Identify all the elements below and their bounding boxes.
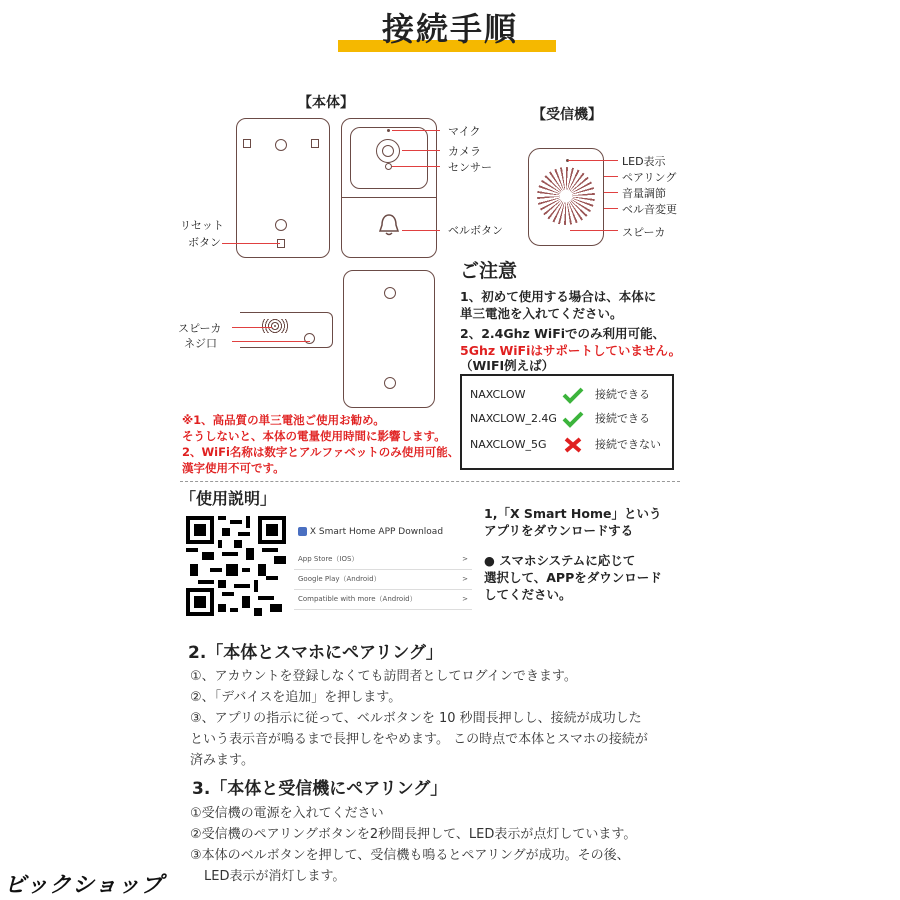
- bottom-speaker-label: スピーカ: [178, 322, 222, 335]
- reset-label-2: ボタン: [188, 236, 221, 249]
- bell-icon: [378, 213, 400, 237]
- step3-line: ②受信機のペアリングボタンを2秒間長押して、LED表示が点灯しています。: [190, 827, 637, 842]
- receiver-ring-change-label: ベル音変更: [622, 203, 677, 216]
- home-app-icon: [298, 527, 307, 536]
- step2-line: ②、「デバイスを追加」を押します。: [190, 690, 402, 705]
- step2-title: 2.「本体とスマホにペアリング」: [188, 643, 443, 663]
- wifi-ssid: NAXCLOW: [470, 388, 526, 401]
- chevron-right-icon: >: [462, 555, 468, 563]
- mic-label: マイク: [448, 125, 481, 138]
- usage-step1-line2: アプリをダウンロードする: [484, 523, 634, 538]
- caution-item1-line1: 1、初めて使用する場合は、本体に: [460, 289, 657, 304]
- chevron-right-icon: >: [462, 595, 468, 603]
- usage-bullet-line3: してください。: [484, 587, 572, 602]
- warning-line4: 漢字使用不可です。: [182, 461, 285, 475]
- screw-label: ネジ口: [184, 337, 217, 350]
- receiver-led-label: LED表示: [622, 155, 666, 168]
- page-title: 接続手順: [381, 10, 518, 48]
- bell-button-label: ベルボタン: [448, 224, 503, 237]
- wifi-row: [470, 410, 650, 428]
- section-divider: [180, 481, 680, 482]
- step2-line: 済みます。: [190, 753, 254, 768]
- caution-item1-line2: 単三電池を入れてください。: [460, 306, 623, 321]
- app-store-link[interactable]: [294, 549, 472, 570]
- step3-line: LED表示が消灯します。: [204, 869, 346, 884]
- app-row-label: App Store（IOS）: [298, 555, 359, 563]
- mount-plate-illustration: [343, 270, 435, 408]
- wifi-ssid: NAXCLOW_5G: [470, 438, 547, 451]
- caution-item2-line2: 5Ghz WiFiはサポートしていません。: [460, 343, 682, 358]
- usage-bullet-line2: 選択して、APPをダウンロード: [484, 570, 662, 585]
- doorbell-front-illustration: [341, 118, 437, 258]
- wifi-row: [470, 386, 650, 404]
- caution-item2-line1: 2、2.4Ghz WiFiでのみ利用可能、: [460, 326, 666, 341]
- usage-header: 「使用説明」: [180, 489, 277, 508]
- bottom-view-illustration: [240, 312, 333, 348]
- wifi-status: 接続できる: [595, 412, 650, 425]
- wifi-ssid: NAXCLOW_2.4G: [470, 412, 557, 425]
- app-panel-title: X Smart Home APP Download: [309, 527, 444, 537]
- warning-line3: 2、WiFi名称は数字とアルファベットのみ使用可能、: [182, 445, 460, 459]
- receiver-header: 【受信機】: [532, 107, 602, 123]
- chevron-right-icon: >: [462, 575, 468, 583]
- step3-title: 3.「本体と受信機にペアリング」: [192, 779, 448, 799]
- main-unit-header: 【本体】: [298, 95, 354, 111]
- app-row-label: Compatible with more（Android）: [298, 595, 417, 603]
- receiver-volume-label: 音量調節: [622, 187, 666, 200]
- camera-label: カメラ: [448, 145, 481, 158]
- app-row-label: Google Play（Android）: [298, 575, 381, 583]
- brand-watermark: ビックショップ: [4, 873, 164, 898]
- caution-header: ご注意: [460, 260, 518, 282]
- check-icon: [562, 410, 584, 428]
- usage-bullet-line1: ● スマホシステムに応じて: [484, 553, 636, 568]
- wifi-examples-box: [460, 374, 674, 470]
- back-plate-illustration: [236, 118, 330, 258]
- qr-code[interactable]: [186, 516, 286, 616]
- receiver-illustration: [528, 148, 604, 246]
- wifi-row: [470, 436, 661, 454]
- app-download-panel: [294, 519, 472, 609]
- caution-item2-line3: （WIFI例えば）: [460, 358, 555, 373]
- cross-icon: [562, 436, 584, 454]
- check-icon: [562, 386, 584, 404]
- step2-line: という表示音が鳴るまで長押しをやめます。 この時点で本体とスマホの接続が: [190, 732, 648, 747]
- reset-label-1: リセット: [180, 219, 224, 232]
- step2-line: ③、アプリの指示に従って、ベルボタンを 10 秒間長押しし、接続が成功した: [190, 711, 642, 726]
- usage-step1-line1: 1,「X Smart Home」という: [484, 506, 662, 521]
- wifi-status: 接続できる: [595, 388, 650, 401]
- warning-line2: そうしないと、本体の電量使用時間に影響します。: [182, 429, 446, 443]
- sensor-label: センサー: [448, 161, 492, 174]
- step3-line: ①受信機の電源を入れてください: [190, 806, 384, 821]
- step2-line: ①、アカウントを登録しなくても訪問者としてログインできます。: [190, 669, 577, 684]
- step3-line: ③本体のベルボタンを押して、受信機も鳴るとペアリングが成功。その後、: [190, 848, 630, 863]
- wifi-status: 接続できない: [595, 438, 661, 451]
- step2-body: [190, 666, 648, 771]
- receiver-speaker-label: スピーカ: [622, 226, 666, 239]
- warning-line1: ※1、高品質の単三電池ご使用お勧め。: [182, 413, 385, 427]
- more-android-link[interactable]: [294, 589, 472, 610]
- receiver-pairing-label: ペアリング: [622, 171, 677, 184]
- google-play-link[interactable]: [294, 569, 472, 590]
- step3-body: [190, 803, 636, 887]
